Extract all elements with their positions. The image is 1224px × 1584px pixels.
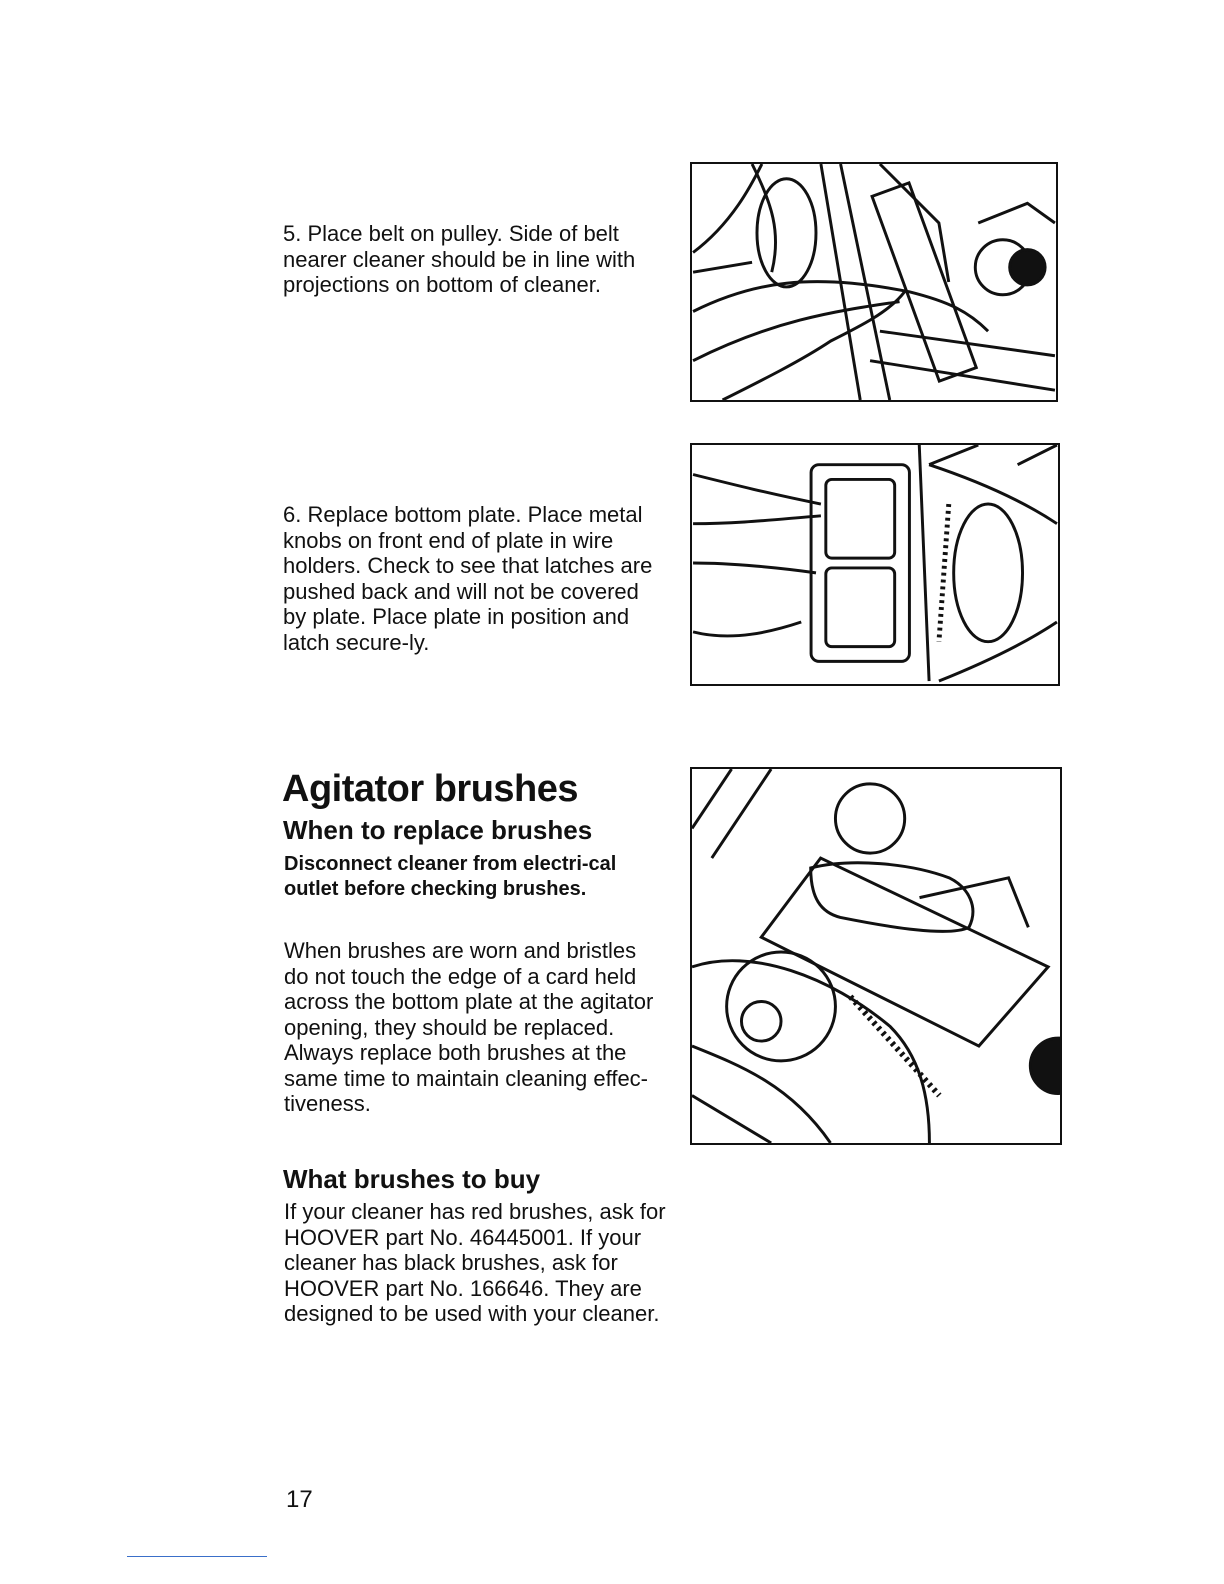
when-to-replace-paragraph: When brushes are worn and bristles do not touch the edge of a card held across the bottom plate at the agitator opening, they should be replaced. Always replace both brushes at the same time to maintain cleaning effec-tiveness. bbox=[284, 938, 654, 1116]
step-6-text: 6. Replace bottom plate. Place metal knobs on front end of plate in wire holders. Check to see that latches are pushed back and will not be covered by plate. Place plate in position and latch secure-ly. bbox=[283, 502, 653, 655]
agitator-card-illustration bbox=[690, 767, 1062, 1145]
agitator-card-illustration-icon bbox=[692, 769, 1060, 1143]
bottom-plate-illustration bbox=[690, 443, 1060, 686]
what-brushes-paragraph: If your cleaner has red brushes, ask for HOOVER part No. 46445001. If your cleaner has black brushes, ask for HOOVER part No. 166646. They are designed to be used with your cleaner. bbox=[284, 1199, 666, 1326]
what-brushes-heading: What brushes to buy bbox=[283, 1164, 541, 1194]
footer-rule bbox=[127, 1556, 267, 1557]
disconnect-warning: Disconnect cleaner from electri-cal outlet before checking brushes. bbox=[284, 853, 617, 900]
when-to-replace-heading: When to replace brushes bbox=[283, 815, 593, 845]
belt-pulley-illustration bbox=[690, 162, 1058, 402]
belt-pulley-illustration-icon bbox=[692, 164, 1056, 400]
step-5-text: 5. Place belt on pulley. Side of belt nearer cleaner should be in line with projections on bottom of cleaner. bbox=[283, 221, 636, 297]
bottom-plate-illustration-icon bbox=[692, 445, 1058, 684]
section-title: Agitator brushes bbox=[282, 768, 579, 810]
page-number: 17 bbox=[286, 1486, 313, 1513]
